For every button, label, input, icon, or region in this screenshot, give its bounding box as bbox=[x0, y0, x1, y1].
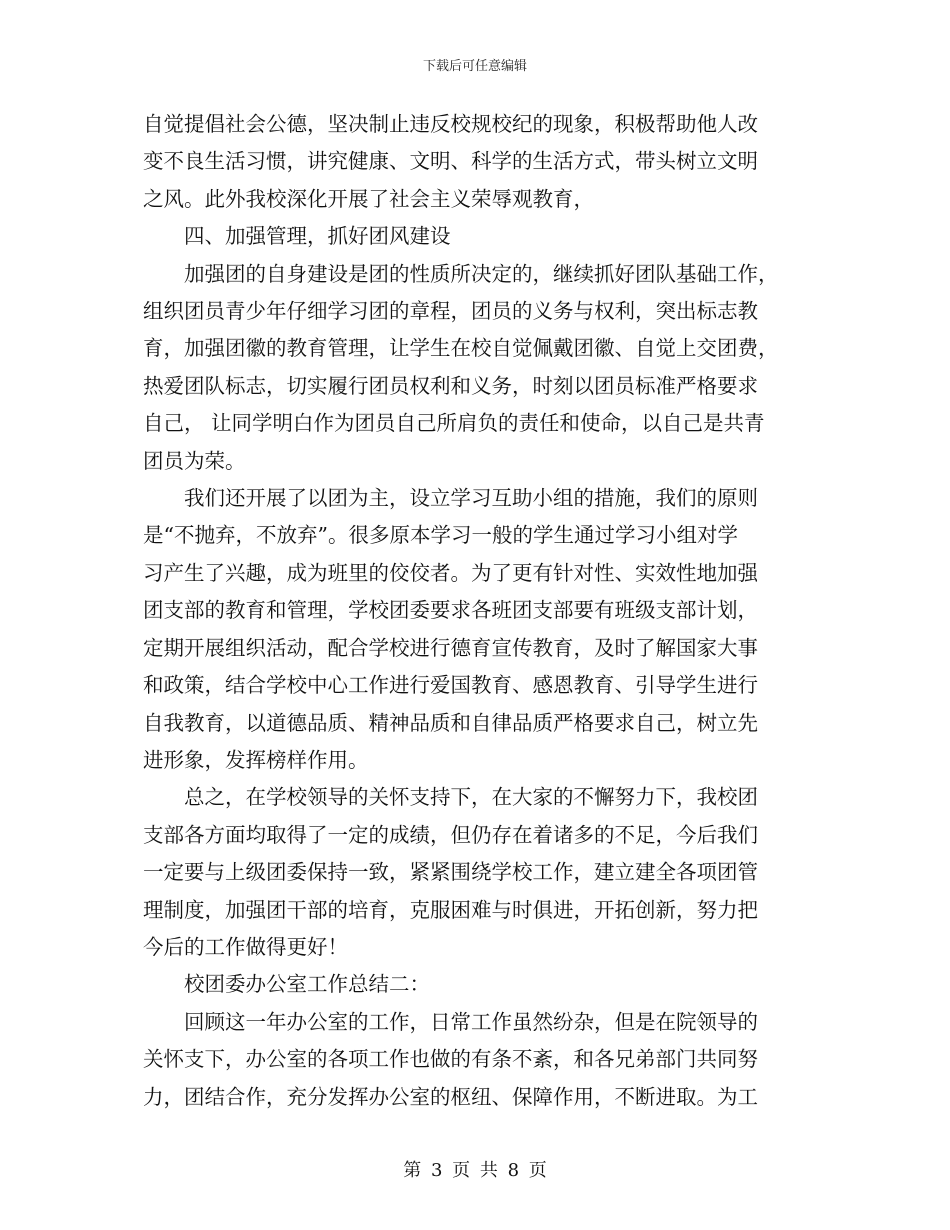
paragraph-office-review: 回顾这一年办公室的工作，日常工作虽然纷杂，但是在院领导的 关怀支下，办公室的各项工作也做的有条不紊，和各兄弟部门共同努 力，团结合作，充分发挥办公室的枢纽、保障作用，不断进取。为工 bbox=[143, 1009, 758, 1109]
document-body bbox=[143, 106, 803, 1116]
paragraph-study-groups: 我们还开展了以团为主，设立学习互助小组的措施，我们的原则 是“不抛弃，不放弃”。很多原本学习一般的学生通过学习小组对学 习产生了兴趣，成为班里的佼佼者。为了更有针对性、实效性地加强 团支部的教育和管理，学校团委要求各班团支部要有班级支部计划， 定期开展组织活动，配合学校进行德育宣传教育，及时了解国家大事 和政策，结合学校中心工作进行爱国教育、感恩教育、引导学生进行 自我教育，以道德品质、精神品质和自律品质严格要求自己，树立先 进形象，发挥榜样作用。 bbox=[143, 486, 758, 772]
section-heading-4: 四、加强管理，抓好团风建设 bbox=[184, 224, 451, 249]
paragraph-team-building: 加强团的自身建设是团的性质所决定的，继续抓好团队基础工作， 组织团员青少年仔细学习团的章程，团员的义务与权利，突出标志教 育，加强团徽的教育管理，让学生在校自觉佩戴团徽、自觉上交团费， 热爱团队标志，切实履行团员权利和义务，时刻以团员标准严格要求 自己， 让同学明白作为团员自己所肩负的责任和使命，以自己是共青 团员为荣。 bbox=[143, 261, 779, 473]
summary-two-heading: 校团委办公室工作总结二： bbox=[184, 972, 430, 997]
paragraph-conclusion: 总之，在学校领导的关怀支持下，在大家的不懈努力下，我校团 支部各方面均取得了一定的成绩，但仍存在着诸多的不足，今后我们 一定要与上级团委保持一致，紧紧围绕学校工作，建立建全各项团管 理制度，加强团干部的培育，克服困难与时俱进，开拓创新，努力把 今后的工作做得更好！ bbox=[143, 785, 758, 959]
paragraph-continuation: 自觉提倡社会公德，坚决制止违反校规校纪的现象，积极帮助他人改 变不良生活习惯，讲究健康、文明、科学的生活方式，带头树立文明 之风。此外我校深化开展了社会主义荣辱观教育， bbox=[143, 112, 758, 211]
page-header-note: 下载后可任意编辑 bbox=[422, 59, 527, 74]
page-number: 第 3 页 共 8 页 bbox=[403, 1160, 547, 1181]
